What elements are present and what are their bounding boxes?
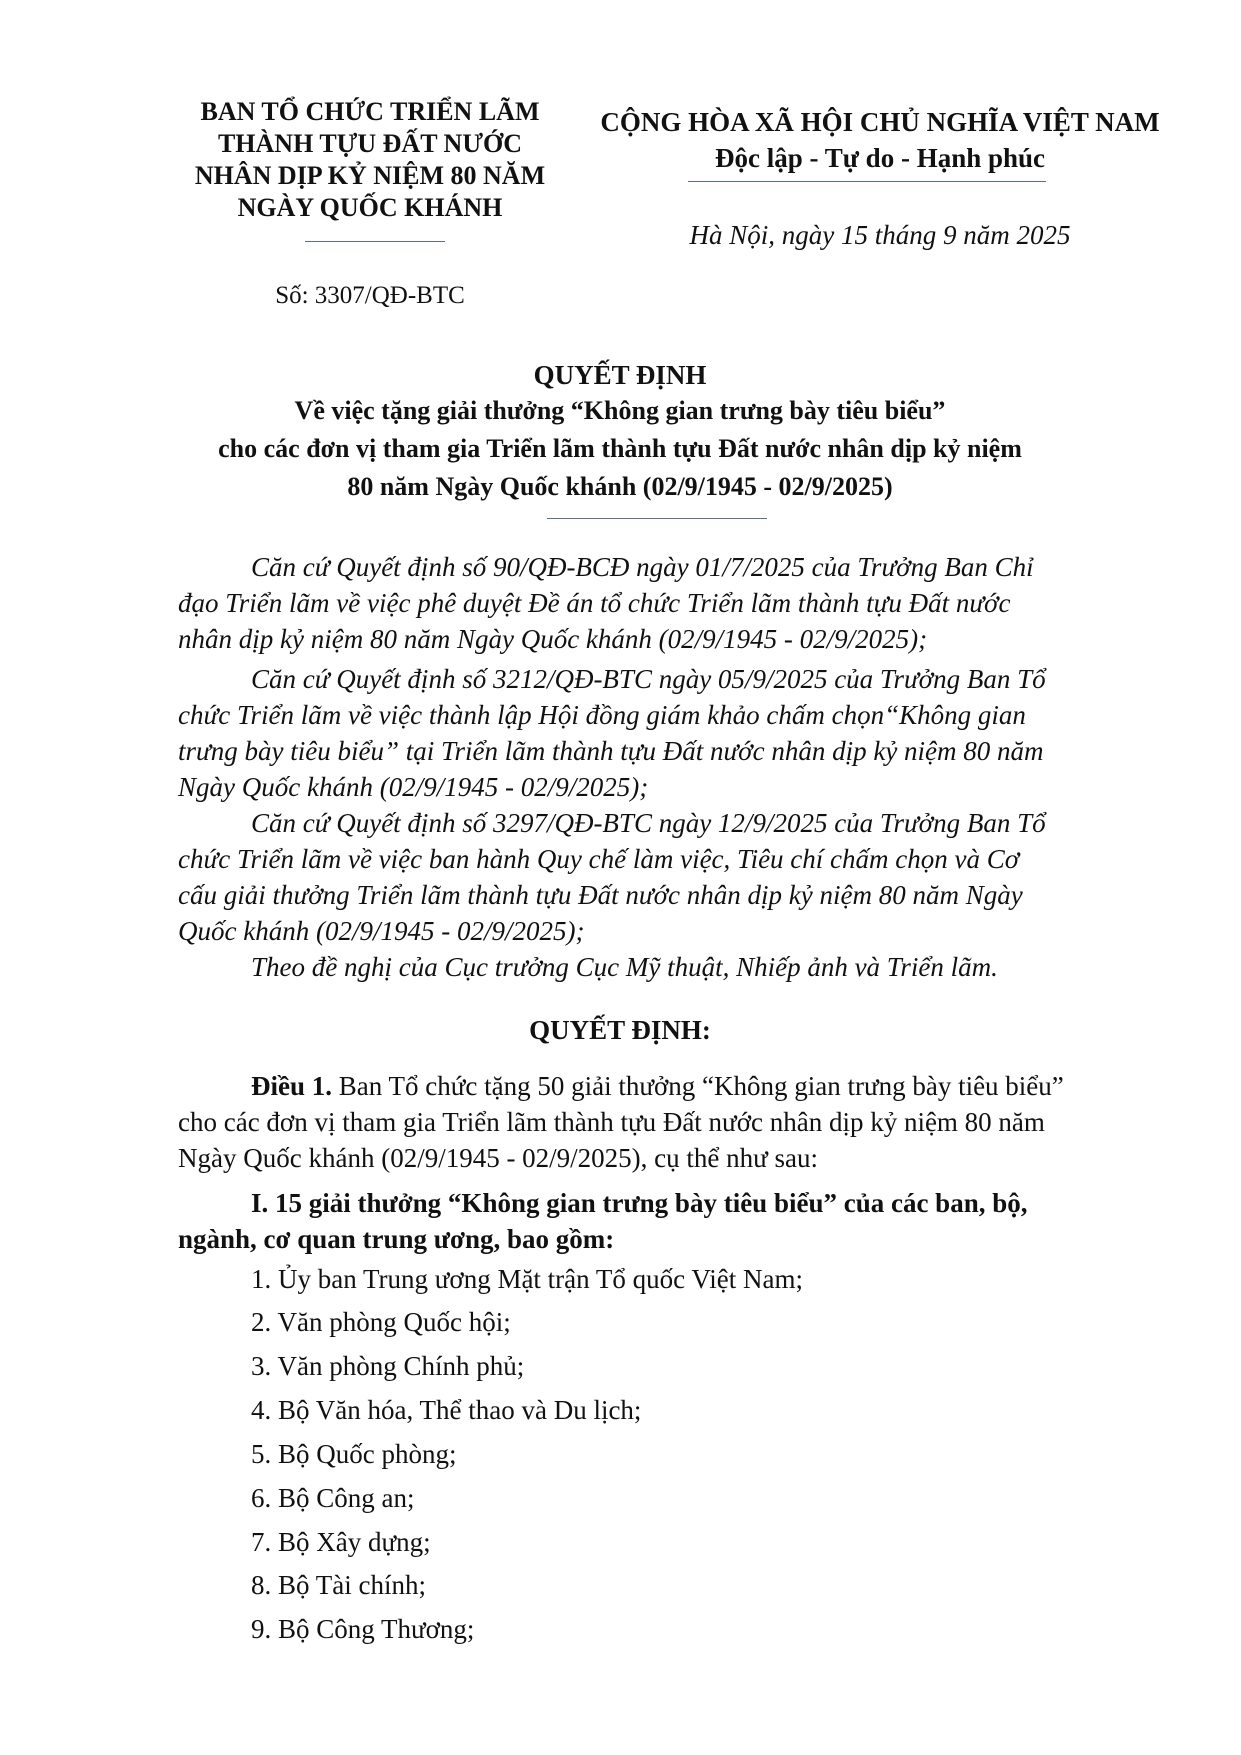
list-item: 3. Văn phòng Chính phủ; — [251, 1351, 525, 1381]
decision-heading: QUYẾT ĐỊNH: — [529, 1015, 711, 1045]
org-line: BAN TỔ CHỨC TRIỂN LÃM — [200, 97, 540, 126]
list-item: 6. Bộ Công an; — [251, 1483, 415, 1513]
list-item: 9. Bộ Công Thương; — [251, 1614, 475, 1644]
org-line: NHÂN DỊP KỶ NIỆM 80 NĂM — [194, 161, 546, 190]
list-item: 2. Văn phòng Quốc hội; — [251, 1307, 511, 1337]
motto-underline — [688, 181, 1046, 182]
list-item: 8. Bộ Tài chính; — [251, 1570, 426, 1600]
org-line: THÀNH TỰU ĐẤT NƯỚC — [217, 129, 523, 158]
legal-basis-1: Căn cứ Quyết định số 90/QĐ-BCĐ ngày 01/7/2025 của Trưởng Ban Chỉ đạo Triển lãm về việc phê duyệt Đề án tổ chức Triển lãm thành tựu Đất nước nhân dịp kỷ niệm 80 năm Ngày Quốc khánh (02/9/1945 - 02/9/2025); — [178, 552, 1034, 654]
article-1: Điều 1. Ban Tổ chức tặng 50 giải thưởng “Không gian trưng bày tiêu biểu” cho các đơn vị tham gia Triển lãm thành tựu Đất nước nhân dịp kỷ niệm 80 năm Ngày Quốc khánh (02/9/1945 - 02/9/2025), cụ thể như sau: — [178, 1071, 1064, 1173]
article-label: Điều 1. — [251, 1071, 332, 1101]
list-item: 1. Ủy ban Trung ương Mặt trận Tổ quốc Việt Nam; — [251, 1264, 804, 1294]
list-item: 4. Bộ Văn hóa, Thể thao và Du lịch; — [251, 1395, 642, 1425]
proposal-basis: Theo đề nghị của Cục trưởng Cục Mỹ thuật, Nhiếp ảnh và Triển lãm. — [251, 952, 998, 982]
subject-line: 80 năm Ngày Quốc khánh (02/9/1945 - 02/9/2025) — [347, 472, 893, 501]
title-underline — [547, 518, 767, 519]
document-type-heading: QUYẾT ĐỊNH — [533, 360, 707, 390]
org-line: NGÀY QUỐC KHÁNH — [237, 193, 503, 222]
legal-basis-3: Căn cứ Quyết định số 3297/QĐ-BTC ngày 12/9/2025 của Trưởng Ban Tổ chức Triển lãm về việc ban hành Quy chế làm việc, Tiêu chí chấm chọn và Cơ cấu giải thưởng Triển lãm thành tựu Đất nước nhân dịp kỷ niệm 80 năm Ngày Quốc khánh (02/9/1945 - 02/9/2025); — [178, 808, 1046, 946]
subject-line: cho các đơn vị tham gia Triển lãm thành tựu Đất nước nhân dịp kỷ niệm — [218, 434, 1022, 463]
list-item: 7. Bộ Xây dựng; — [251, 1527, 431, 1557]
country-name: CỘNG HÒA XÃ HỘI CHỦ NGHĨA VIỆT NAM — [600, 107, 1160, 137]
list-item: 5. Bộ Quốc phòng; — [251, 1439, 457, 1469]
place-date: Hà Nội, ngày 15 tháng 9 năm 2025 — [689, 220, 1071, 250]
subject-line: Về việc tặng giải thưởng “Không gian trưng bày tiêu biểu” — [294, 396, 946, 425]
org-underline — [305, 241, 445, 242]
legal-basis-2: Căn cứ Quyết định số 3212/QĐ-BTC ngày 05/9/2025 của Trưởng Ban Tổ chức Triển lãm về việc thành lập Hội đồng giám khảo chấm chọn“Không gian trưng bày tiêu biểu” tại Triển lãm thành tựu Đất nước nhân dịp kỷ niệm 80 năm Ngày Quốc khánh (02/9/1945 - 02/9/2025); — [178, 664, 1046, 802]
motto: Độc lập - Tự do - Hạnh phúc — [714, 143, 1046, 173]
document-number: Số: 3307/QĐ-BTC — [275, 282, 465, 309]
section-1-heading: I. 15 giải thưởng “Không gian trưng bày tiêu biểu” của các ban, bộ, ngành, cơ quan trung ương, bao gồm: — [178, 1188, 1028, 1254]
